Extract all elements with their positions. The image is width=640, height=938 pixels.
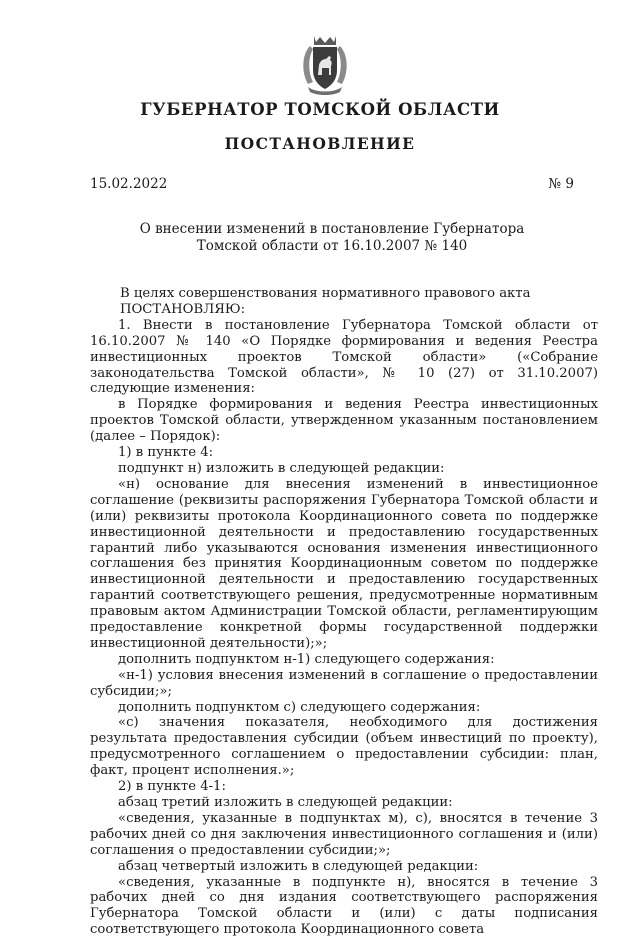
document-subject-line2: Томской области от 16.10.2007 № 140 bbox=[196, 238, 468, 254]
body-paragraph: абзац четвертый изложить в следующей редакции: bbox=[118, 858, 479, 874]
body-paragraph: 1) в пункте 4: bbox=[118, 445, 214, 461]
body-paragraph: «сведения, указанные в подпунктах м), с), вносятся в течение 3 рабочих дней со дня заключения инвестиционного соглашения и (или) соглашения о предоставлении субсидии;»; bbox=[90, 810, 598, 858]
body-paragraph: 2) в пункте 4-1: bbox=[118, 779, 226, 795]
body-paragraph: В целях совершенствования нормативного правового акта bbox=[120, 286, 531, 301]
document-subject-line1: О внесении изменений в постановление Губернатора bbox=[139, 221, 525, 237]
document-date: 15.02.2022 bbox=[90, 176, 168, 192]
body-paragraph: «с) значения показателя, необходимого для достижения результата предоставления субсидии (объем инвестиций по проекту), предусмотренного соглашением о предоставлении субсидии: план, факт, процент исполнения.»; bbox=[90, 715, 598, 779]
body-paragraph: дополнить подпунктом с) следующего содержания: bbox=[118, 699, 481, 715]
tomsk-oblast-coat-of-arms-icon bbox=[298, 32, 352, 96]
body-paragraph: абзац третий изложить в следующей редакции: bbox=[118, 795, 453, 810]
body-paragraph: ПОСТАНОВЛЯЮ: bbox=[120, 301, 246, 317]
body-paragraph: «н) основание для внесения изменений в инвестиционное соглашение (реквизиты распоряжения Губернатора Томской области и (или) реквизиты протокола Координационного совета по поддержке инвестиционной деятельности и предоставлению государственных гарантий либо указываются основания изменения инвестиционного соглашения без принятия Координационным советом по поддержке инвестиционной деятельности и предоставлению государственных гарантий соответствующего решения, предусмотренные нормативным правовым актом Администрации Томской области, регламентирующим предоставление конкретной формы государственной поддержки инвестиционной деятельности);»; bbox=[90, 476, 598, 651]
body-paragraph: 1. Внести в постановление Губернатора Томской области от 16.10.2007 № 140 «О Порядке формирования и ведения Реестра инвестиционных проектов Томской области» («Собрание законодательства Томской области», № 10 (27) от 31.10.2007) следующие изменения: bbox=[90, 317, 598, 397]
document-body bbox=[90, 286, 598, 938]
body-paragraph: в Порядке формирования и ведения Реестра инвестиционных проектов Томской области, утвержденном указанным постановлением (далее – Порядок): bbox=[90, 397, 598, 445]
body-paragraph: дополнить подпунктом н-1) следующего содержания: bbox=[118, 651, 495, 667]
body-paragraph: «н-1) условия внесения изменений в соглашение о предоставлении субсидии;»; bbox=[90, 667, 598, 699]
body-paragraph: «сведения, указанные в подпункте н), вносятся в течение 3 рабочих дней со дня издания соответствующего распоряжения Губернатора Томской области и (или) с даты подписания соответствующего протокола Координационного совета bbox=[90, 874, 598, 938]
body-paragraph: подпункт н) изложить в следующей редакции: bbox=[118, 460, 445, 476]
document-type: ПОСТАНОВЛЕНИЕ bbox=[224, 134, 416, 153]
governor-title: ГУБЕРНАТОР ТОМСКОЙ ОБЛАСТИ bbox=[140, 100, 500, 119]
document-number: № 9 bbox=[548, 176, 574, 192]
